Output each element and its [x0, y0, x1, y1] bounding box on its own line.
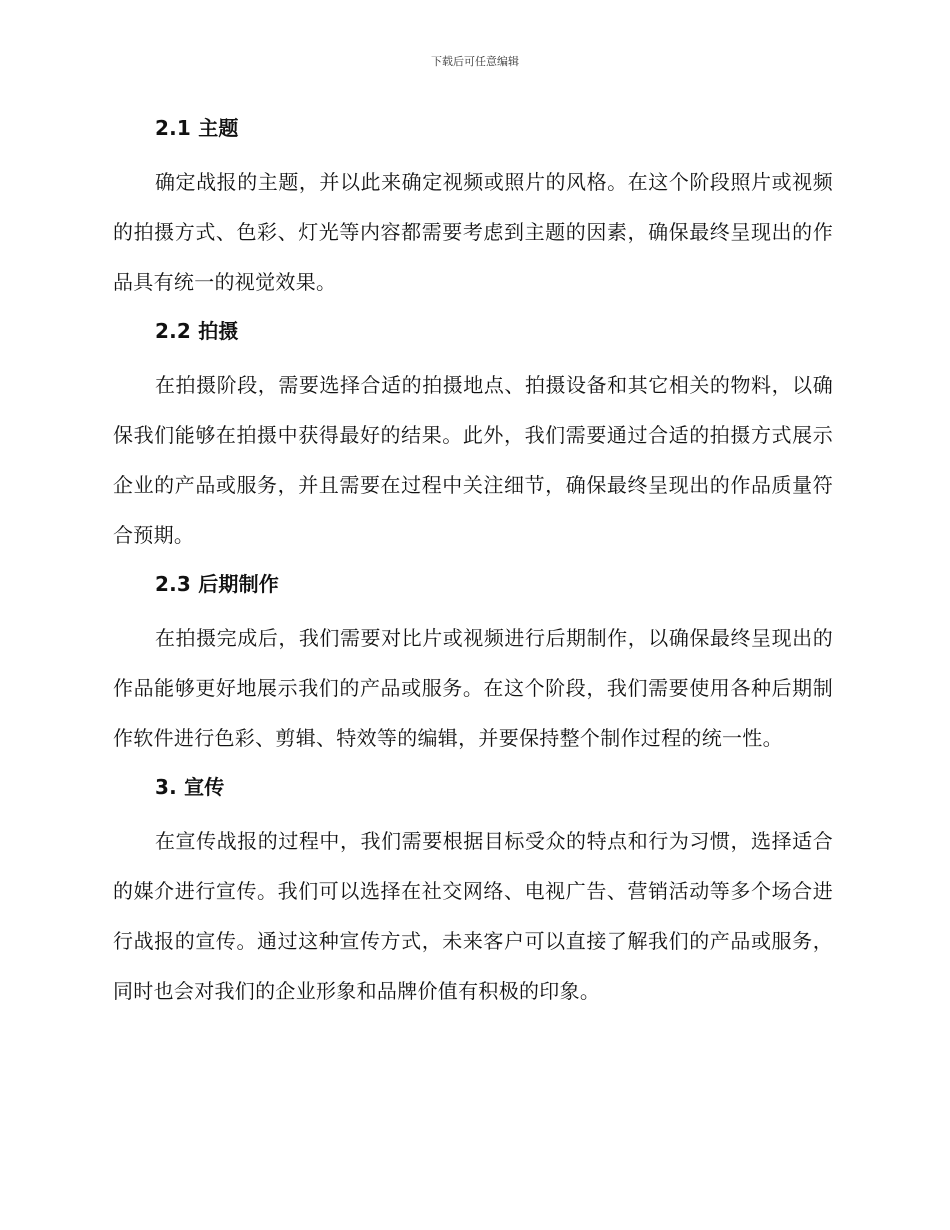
section-heading: 2.3 后期制作: [155, 572, 279, 596]
section-theme: [113, 111, 833, 307]
section-paragraph: 在拍摄阶段，需要选择合适的拍摄地点、拍摄设备和其它相关的物料，以确保我们能够在拍摄中获得最好的结果。此外，我们需要通过合适的拍摄方式展示企业的产品或服务，并且需要在过程中关注细节，确保最终呈现出的作品质量符合预期。: [113, 373, 833, 547]
document-body: [113, 111, 833, 1023]
section-shooting: [113, 314, 833, 560]
section-paragraph: 确定战报的主题，并以此来确定视频或照片的风格。在这个阶段照片或视频的拍摄方式、色彩、灯光等内容都需要考虑到主题的因素，确保最终呈现出的作品具有统一的视觉效果。: [113, 170, 833, 294]
section-promotion: [113, 770, 833, 1016]
page-header: 下载后可任意编辑: [431, 55, 519, 68]
section-paragraph: 在拍摄完成后，我们需要对比片或视频进行后期制作，以确保最终呈现出的作品能够更好地展示我们的产品或服务。在这个阶段，我们需要使用各种后期制作软件进行色彩、剪辑、特效等的编辑，并要保持整个制作过程的统一性。: [113, 626, 833, 750]
section-heading: 2.2 拍摄: [155, 319, 239, 343]
section-heading: 3. 宣传: [155, 775, 225, 799]
section-heading: 2.1 主题: [155, 116, 239, 140]
section-post-production: [113, 567, 833, 763]
section-paragraph: 在宣传战报的过程中，我们需要根据目标受众的特点和行为习惯，选择适合的媒介进行宣传。我们可以选择在社交网络、电视广告、营销活动等多个场合进行战报的宣传。通过这种宣传方式，未来客户可以直接了解我们的产品或服务，同时也会对我们的企业形象和品牌价值有积极的印象。: [113, 829, 833, 1003]
